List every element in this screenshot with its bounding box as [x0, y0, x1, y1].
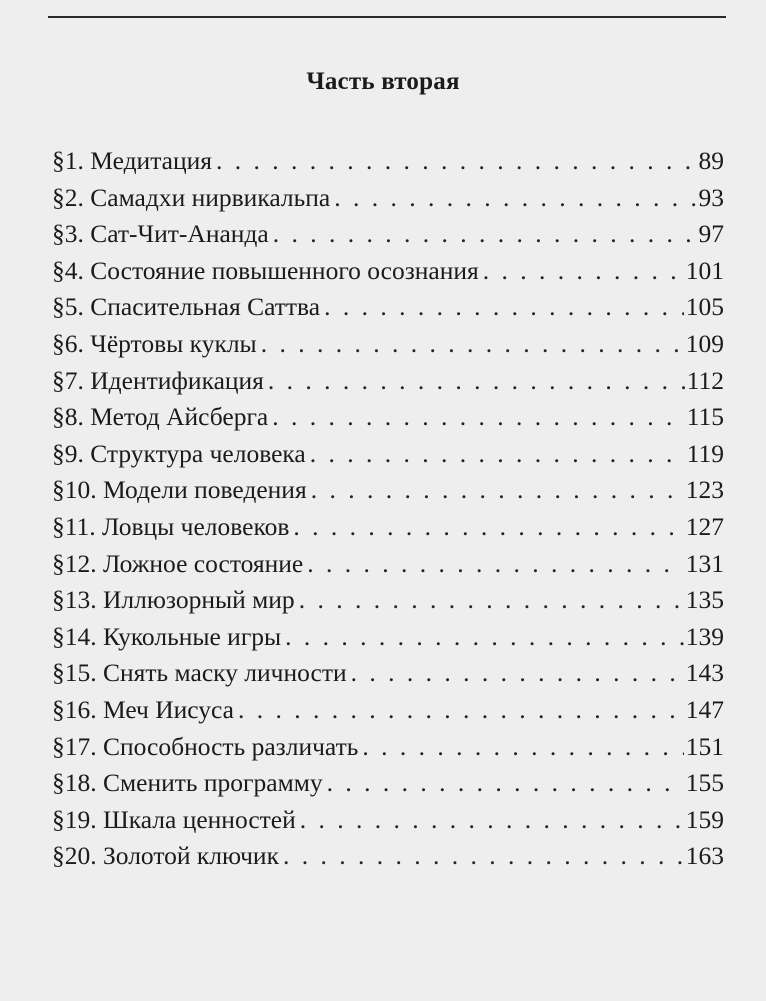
toc-entry-title: §1. Медитация [52, 146, 212, 175]
toc-entry-page-number: 109 [685, 328, 724, 358]
toc-entry[interactable] [52, 436, 724, 473]
dot-leader [299, 582, 684, 619]
toc-entry[interactable] [52, 655, 724, 692]
toc-entry-page-number: 112 [686, 365, 724, 395]
toc-entry[interactable] [52, 399, 724, 436]
toc-entry-title: §3. Сат-Чит-Ананда [52, 219, 269, 249]
dot-leader [324, 289, 684, 326]
toc-entry-title: §4. Состояние повышенного осознания [52, 255, 479, 285]
toc-entry-page-number: 159 [685, 804, 724, 834]
toc-entry-title: §11. Ловцы человеков [52, 511, 290, 541]
toc-entry[interactable] [52, 546, 724, 583]
toc-entry[interactable] [52, 692, 724, 729]
toc-entry-page-number: 135 [685, 585, 724, 615]
toc-entry-page-number: 93 [698, 182, 724, 212]
toc-entry[interactable] [52, 216, 724, 253]
toc-entry[interactable] [52, 180, 724, 217]
dot-leader [362, 729, 683, 766]
toc-entry-page-number: 101 [685, 255, 724, 285]
dot-leader [483, 253, 684, 290]
toc-entry-page-number: 155 [685, 768, 724, 798]
dot-leader [261, 326, 684, 363]
toc-entry[interactable] [52, 326, 724, 363]
dot-leader [273, 216, 697, 253]
toc-entry-title: §15. Снять маску личности [52, 658, 347, 688]
toc-entry[interactable] [52, 289, 724, 326]
dot-leader [272, 399, 684, 436]
toc-entry-title: §17. Способность различать [52, 731, 359, 761]
toc-entry[interactable] [52, 363, 724, 400]
toc-entry-title: §5. Спасительная Саттва [52, 292, 321, 322]
dot-leader [334, 180, 696, 217]
dot-leader [327, 765, 684, 802]
toc-entry-title: §16. Меч Иисуса [52, 694, 234, 724]
dot-leader [307, 546, 684, 583]
toc-entry[interactable] [52, 802, 724, 839]
toc-entry-title: §19. Шкала ценностей [52, 804, 296, 834]
toc-entry-title: §8. Метод Айсберга [52, 402, 269, 432]
toc-entry-page-number: 131 [685, 548, 724, 578]
toc-entry-title: §10. Модели поведения [52, 475, 307, 505]
dot-leader [285, 619, 684, 656]
toc-entry-title: §18. Сменить программу [52, 768, 323, 798]
toc-entry-page-number: 163 [685, 841, 724, 871]
toc-entry[interactable] [52, 143, 724, 180]
toc-entry[interactable] [52, 582, 724, 619]
toc-entry-page-number: 105 [685, 292, 724, 322]
toc-entry-page-number: 139 [685, 621, 724, 651]
dot-leader [238, 692, 684, 729]
toc-entry-page-number: 151 [685, 731, 724, 761]
toc-entry-title: §20. Золотой ключик [52, 841, 279, 871]
toc-entry-page-number: 143 [685, 658, 724, 688]
toc-entry[interactable] [52, 765, 724, 802]
toc-entry[interactable] [52, 509, 724, 546]
dot-leader [293, 509, 683, 546]
section-title: Часть вторая [306, 68, 460, 95]
header-rule [48, 16, 726, 18]
table-of-contents [52, 143, 724, 875]
toc-entry[interactable] [52, 253, 724, 290]
dot-leader [351, 655, 684, 692]
toc-entry[interactable] [52, 619, 724, 656]
dot-leader [268, 363, 685, 400]
toc-entry-page-number: 89 [698, 146, 724, 175]
toc-entry-title: §12. Ложное состояние [52, 548, 304, 578]
toc-entry[interactable] [52, 472, 724, 509]
toc-entry-title: §13. Иллюзорный мир [52, 585, 295, 615]
dot-leader [311, 472, 684, 509]
toc-entry-page-number: 97 [698, 219, 724, 249]
toc-entry-page-number: 115 [686, 402, 724, 432]
toc-entry-page-number: 147 [685, 694, 724, 724]
dot-leader [300, 802, 684, 839]
dot-leader [310, 436, 685, 473]
toc-entry-title: §14. Кукольные игры [52, 621, 282, 651]
toc-entry-page-number: 127 [685, 511, 724, 541]
dot-leader [283, 838, 684, 875]
toc-entry-title: §9. Структура человека [52, 438, 306, 468]
toc-entry-title: §2. Самадхи нирвикальпа [52, 182, 331, 212]
toc-entry[interactable] [52, 838, 724, 875]
dot-leader [216, 143, 697, 180]
toc-entry-title: §6. Чёртовы куклы [52, 328, 257, 358]
toc-entry-page-number: 123 [685, 475, 724, 505]
toc-entry[interactable] [52, 729, 724, 766]
toc-entry-page-number: 119 [686, 438, 724, 468]
toc-entry-title: §7. Идентификация [52, 365, 264, 395]
